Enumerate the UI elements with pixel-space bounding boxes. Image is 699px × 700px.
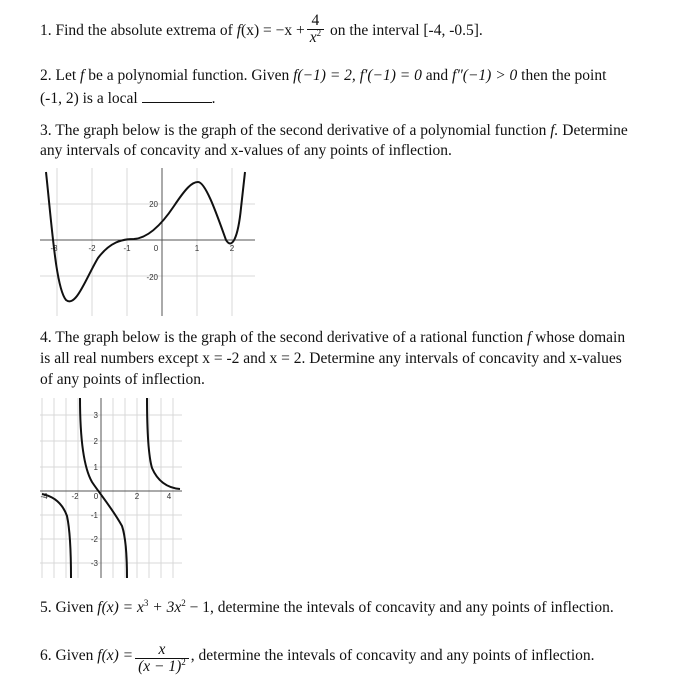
q2-condition-2: f′(−1) = 0 [359, 67, 422, 84]
q5-f: f(x) = x [97, 599, 144, 616]
q4-x-tick-0: 0 [93, 492, 99, 501]
q6-prefix: 6. Given [40, 647, 98, 665]
q4-graph [40, 398, 182, 578]
q3-x-tick-1: 1 [194, 244, 200, 253]
q4-y-tick-m3: -3 [90, 559, 98, 568]
q5-suffix: determine the intevals of concavity and any points of inflection. [213, 599, 614, 616]
q1-frac-den: x [309, 29, 317, 46]
q5-prefix: 5. Given [40, 599, 98, 616]
q3-x-tick-m1: -1 [123, 244, 131, 253]
q2-f: f [80, 67, 85, 84]
q1-f: f [236, 22, 242, 40]
q4-line1: 4. The graph below is the graph of the second derivative of a rational function [40, 329, 527, 346]
q3-x-tick-m2: -2 [88, 244, 96, 253]
q2-and: and [421, 67, 453, 84]
q4-x-tick-4: 4 [166, 492, 172, 501]
q4-f: f [526, 329, 532, 346]
q6-f: f(x) = [97, 647, 134, 665]
q4-x-tick-m2: -2 [71, 492, 79, 501]
q5-mid: + 3x [148, 599, 182, 616]
q6-fraction [135, 642, 189, 675]
q3-x-tick-0: 0 [153, 244, 159, 253]
q1-prefix: 1. Find the absolute extrema of [40, 22, 237, 40]
q4-x-tick-m4: -4 [40, 492, 48, 501]
question-5 [40, 598, 614, 618]
q3-line1: 3. The graph below is the graph of the second derivative of a polynomial function [40, 122, 551, 139]
question-4-line-2: is all real numbers except x = -2 and x = 2. Determine any intervals of concavity and x-values [40, 350, 622, 367]
q6-suffix: , determine the intevals of concavity and any points of inflection. [190, 647, 595, 665]
q4-y-tick-m2: -2 [90, 535, 98, 544]
q6-frac-den: (x − 1) [138, 658, 182, 675]
q4-line1-end: whose domain [531, 329, 626, 346]
q1-frac-num: 4 [307, 13, 324, 30]
q2-text-b: be a polynomial function. Given [84, 67, 294, 84]
q3-y-tick-m20: -20 [146, 273, 158, 282]
q1-f-rhs: (x) = −x + [241, 22, 305, 40]
question-1 [40, 12, 483, 48]
q3-x-tick-m3: -3 [50, 244, 58, 253]
question-4-line-1 [40, 328, 625, 348]
q4-y-tick-m1: -1 [90, 511, 98, 520]
q1-frac-den-exp: 2 [316, 27, 322, 38]
q2-condition-3: f″(−1) > 0 [452, 67, 518, 84]
q2-text-a: 2. Let [40, 67, 81, 84]
q5-exp2: 2 [181, 597, 186, 608]
q3-line1-end: Determine [558, 122, 628, 139]
question-2-line-1 [40, 66, 606, 86]
q4-y-tick-1: 1 [93, 463, 98, 472]
question-3-line-2: any intervals of concavity and x-values of any points of inflection. [40, 142, 452, 159]
q1-fraction [307, 13, 324, 46]
q3-x-tick-2: 2 [229, 244, 235, 253]
q4-y-tick-3: 3 [93, 411, 98, 420]
q6-frac-num: x [135, 642, 189, 659]
question-4-line-3: of any points of inflection. [40, 371, 205, 388]
question-6 [40, 640, 595, 673]
q5-exp3: 3 [143, 597, 149, 608]
q5-end: − 1, [185, 599, 214, 616]
q2-line2-text: (-1, 2) is a local [40, 90, 142, 107]
q2-text-h: then the point [517, 67, 607, 84]
q3-y-tick-20: 20 [149, 200, 158, 209]
q2-period: . [211, 90, 216, 107]
q2-answer-blank [142, 88, 212, 103]
question-3-line-1 [40, 121, 628, 141]
q3-f: f. [550, 122, 559, 139]
q2-condition-1: f(−1) = 2, [293, 67, 356, 84]
q4-y-tick-2: 2 [93, 437, 98, 446]
q1-suffix: on the interval [-4, -0.5]. [326, 22, 483, 40]
q6-frac-den-exp: 2 [181, 656, 186, 667]
q4-x-tick-2: 2 [134, 492, 140, 501]
q3-graph [40, 168, 255, 316]
question-2-line-2 [40, 88, 215, 109]
